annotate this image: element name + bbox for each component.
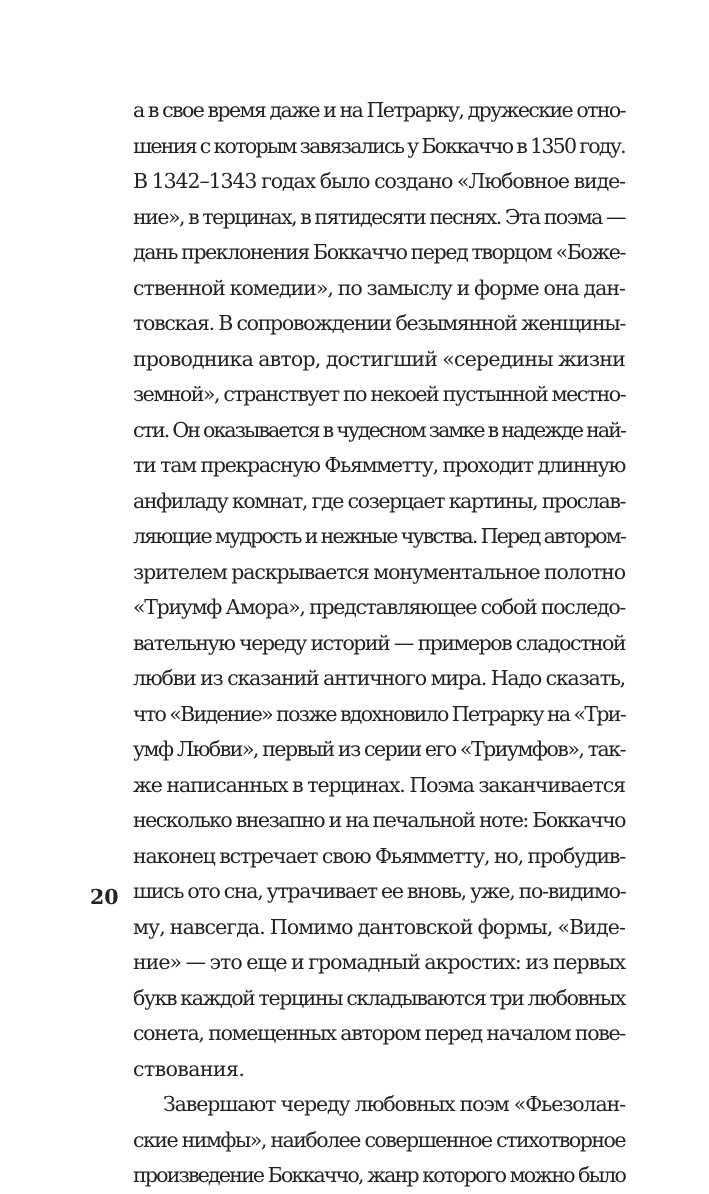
text-line: дань преклонения Боккаччо перед творцом «Боже- (133, 240, 626, 264)
text-line: наконец встречает свою Фьямметту, но, пробудив- (133, 843, 625, 868)
text-line: земной», странствует по некоей пустынной местно- (133, 382, 625, 406)
text-line: проводника автор, достигший «середины жизни (133, 346, 625, 371)
text-line: шения с которым завязались у Боккаччо в 1350 году. (133, 133, 625, 158)
text-line: зрителем раскрывается монументальное полотно (133, 559, 625, 584)
text-line: букв каждой терцины складываются три любовных (133, 985, 625, 1010)
text-line: ственной комедии», по замыслу и форме она дан- (133, 275, 625, 300)
text-line: ние» — это еще и громадный акростих: из первых (133, 950, 626, 974)
text-line: В 1342–1343 годах было создано «Любовное виде- (133, 169, 625, 193)
text-line: ние», в терцинах, в пятидесяти песнях. Эта поэма — (133, 204, 625, 229)
text-line: несколько внезапно и на печальной ноте: Боккаччо (133, 808, 625, 832)
text-line: «Триумф Амора», представляющее собой последо- (133, 595, 625, 619)
page-number: 20 (90, 885, 119, 909)
text-line: любви из сказаний античного мира. Надо сказать, (133, 666, 625, 690)
text-line: товская. В сопровождении безымянной женщины- (133, 311, 625, 335)
text-line: сти. Он оказывается в чудесном замке в надежде най- (133, 417, 625, 442)
text-line: му, навсегда. Помимо дантовской формы, «Виде- (133, 914, 625, 939)
text-line: что «Видение» позже вдохновило Петрарку на «Три- (133, 701, 625, 726)
paragraph-end-line: ствования. (133, 1056, 245, 1081)
text-line: шись ото сна, утрачивает ее вновь, уже, по-видимо- (133, 879, 626, 903)
text-line: сонета, помещенных автором перед началом пове- (133, 1021, 625, 1045)
text-line: ские нимфы», наиболее совершенное стихотворное (133, 1127, 625, 1152)
text-line: вательную череду историй — примеров сладостной (133, 630, 625, 655)
text-line: ляющие мудрость и нежные чувства. Перед автором- (133, 524, 625, 548)
text-line: же написанных в терцинах. Поэма заканчивается (133, 772, 625, 797)
text-line: анфиладу комнат, где созерцает картины, прослав- (133, 488, 625, 513)
paragraph-first-line: Завершают череду любовных поэм «Фьезолан- (163, 1092, 625, 1116)
text-line: умф Любви», первый из серии его «Триумфов», так- (133, 737, 625, 761)
body-text (133, 93, 625, 1194)
text-line: произведение Боккаччо, жанр которого можно было (133, 1163, 625, 1187)
text-line: ти там прекрасную Фьямметту, проходит длинную (133, 453, 625, 477)
text-line: а в свое время даже и на Петрарку, дружеские отно- (133, 98, 625, 122)
